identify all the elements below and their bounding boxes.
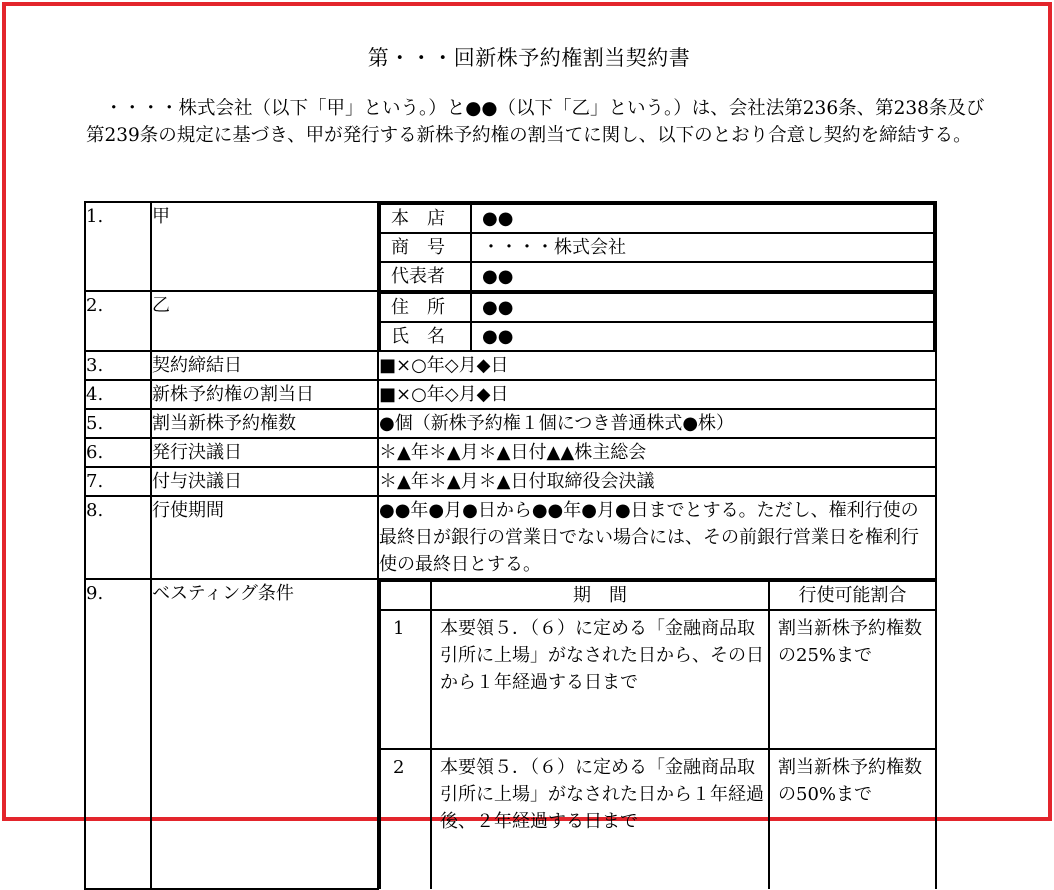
row-number: 8.: [85, 496, 151, 579]
table-row: [85, 496, 936, 579]
sub-label: 住 所: [380, 293, 471, 322]
vesting-ratio: 割当新株予約権数の50%まで: [769, 749, 935, 889]
row-item: ベスティング条件: [151, 579, 378, 889]
table-row: [85, 380, 936, 409]
vesting-header-ratio: 行使可能割合: [769, 581, 935, 610]
row-item: 付与決議日: [151, 467, 378, 496]
row-number: 7.: [85, 467, 151, 496]
vesting-table: [379, 580, 935, 889]
row-value: ●個（新株予約権１個につき普通株式●株）: [378, 409, 936, 438]
row-number: 3.: [85, 351, 151, 380]
sub-label: 商 号: [380, 233, 471, 262]
party-b-details: [379, 292, 935, 350]
sub-value: ●●: [471, 204, 934, 233]
sub-label: 氏 名: [380, 322, 471, 350]
row-value: ●●年●月●日から●●年●月●日までとする。ただし、権利行使の最終日が銀行の営業日でない場合には、その前銀行営業日を権利行使の最終日とする。: [378, 496, 936, 579]
document-title: 第・・・回新株予約権割当契約書: [367, 46, 691, 70]
vesting-period: 本要領５．（６）に定める「金融商品取引所に上場」がなされた日から１年経過後、２年経過する日まで: [431, 749, 769, 889]
vesting-row: [380, 610, 935, 749]
row-value: ■×○年◇月◆日: [378, 380, 936, 409]
table-row: [85, 579, 936, 889]
row-value: ＊▲年＊▲月＊▲日付▲▲株主総会: [378, 438, 936, 467]
table-row: [85, 409, 936, 438]
contract-table: [84, 201, 937, 890]
row-number: 2.: [85, 291, 151, 351]
table-row: [85, 202, 936, 291]
sub-value: ●●: [471, 322, 934, 350]
row-item: 行使期間: [151, 496, 378, 579]
table-row: [85, 438, 936, 467]
row-item: 甲: [151, 202, 378, 291]
sub-label: 代表者: [380, 262, 471, 290]
vesting-row: [380, 749, 935, 889]
sub-value: ●●: [471, 262, 934, 290]
row-item: 発行決議日: [151, 438, 378, 467]
table-row: [85, 291, 936, 351]
vesting-ratio: 割当新株予約権数の25%まで: [769, 610, 935, 749]
row-number: 1.: [85, 202, 151, 291]
row-item: 割当新株予約権数: [151, 409, 378, 438]
table-row: [85, 351, 936, 380]
intro-paragraph: ・・・・株式会社（以下「甲」という。）と●●（以下「乙」という。）は、会社法第236条、第238条及び第239条の規定に基づき、甲が発行する新株予約権の割当てに関し、以下のとおり合意し契約を締結する。: [86, 98, 985, 146]
row-number: 9.: [85, 579, 151, 889]
row-item: 新株予約権の割当日: [151, 380, 378, 409]
row-number: 5.: [85, 409, 151, 438]
vesting-number: 2: [380, 749, 431, 889]
party-a-details: [379, 203, 935, 290]
row-item: 乙: [151, 291, 378, 351]
row-value: ＊▲年＊▲月＊▲日付取締役会決議: [378, 467, 936, 496]
document-frame: [2, 2, 1052, 832]
vesting-period: 本要領５．（６）に定める「金融商品取引所に上場」がなされた日から、その日から１年経過する日まで: [431, 610, 769, 749]
vesting-header-period: 期 間: [431, 581, 769, 610]
vesting-number: 1: [380, 610, 431, 749]
sub-value: ・・・・株式会社: [471, 233, 934, 262]
row-number: 6.: [85, 438, 151, 467]
row-number: 4.: [85, 380, 151, 409]
row-item: 契約締結日: [151, 351, 378, 380]
sub-value: ●●: [471, 293, 934, 322]
sub-label: 本 店: [380, 204, 471, 233]
table-row: [85, 467, 936, 496]
row-value: ■×○年◇月◆日: [378, 351, 936, 380]
